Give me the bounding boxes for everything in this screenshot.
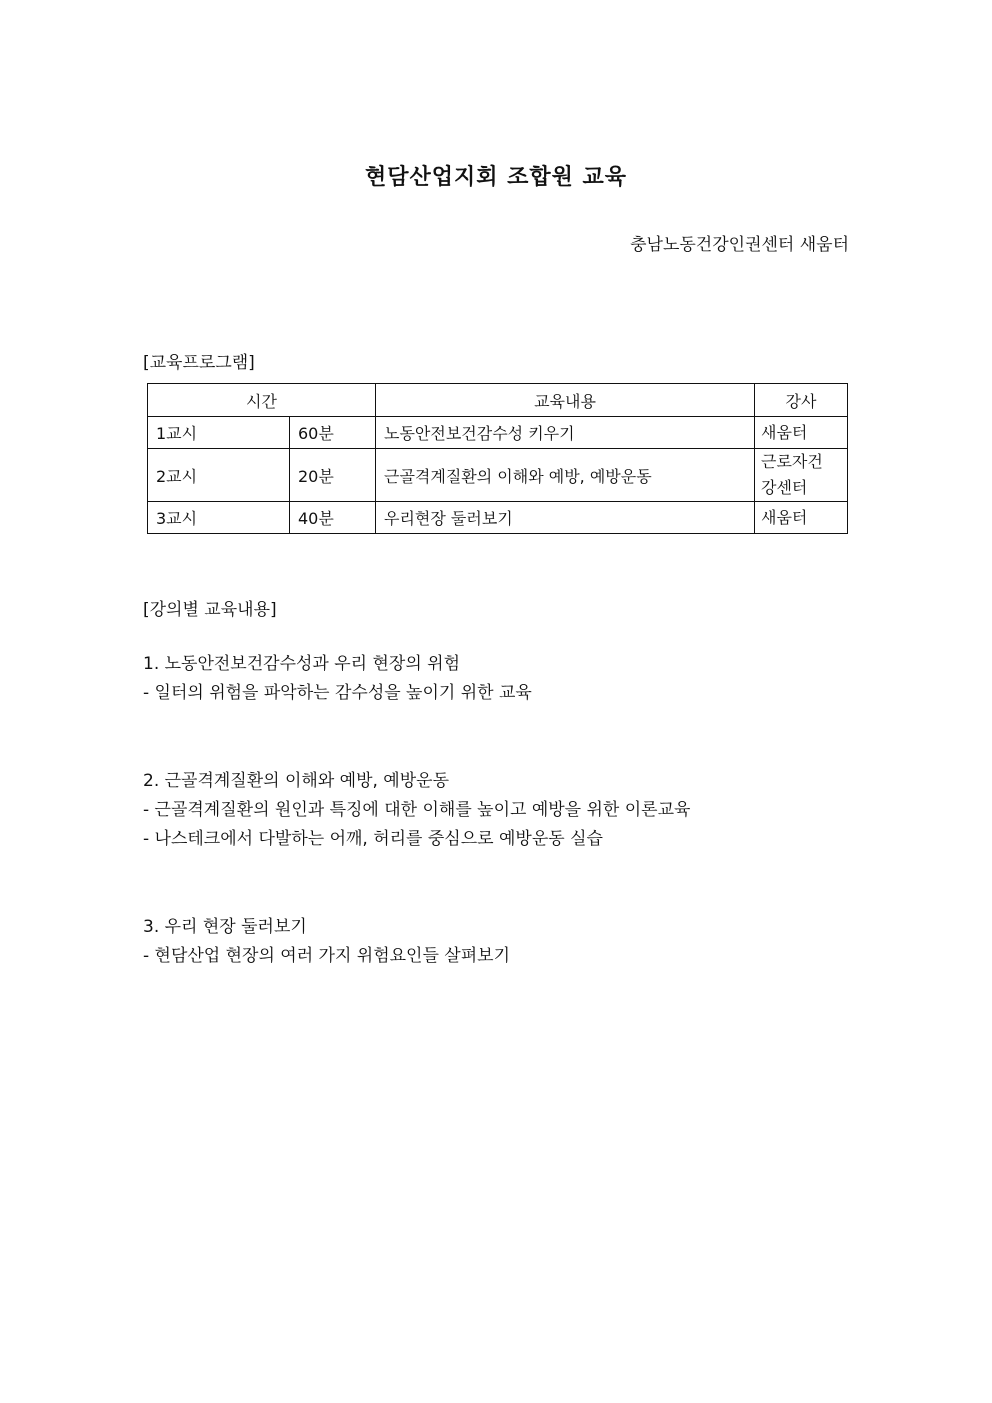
- lecture-item: [143, 913, 510, 971]
- program-section-label: [교육프로그램]: [143, 353, 255, 373]
- content-cell: 우리현장 둘러보기: [376, 502, 755, 534]
- header-instructor: 강사: [755, 384, 848, 417]
- instructor-cell: 새움터: [755, 502, 848, 534]
- instructor-cell: [755, 449, 848, 502]
- lecture-point: - 나스테크에서 다발하는 어깨, 허리를 중심으로 예방운동 실습: [143, 829, 603, 849]
- content-cell: 노동안전보건감수성 키우기: [376, 417, 755, 449]
- document-author: 충남노동건강인권센터 새움터: [630, 235, 849, 255]
- table-row: [148, 449, 848, 502]
- program-table: [147, 383, 848, 534]
- document-title: 현담산업지회 조합원 교육: [364, 164, 628, 190]
- instructor-line: 강센터: [761, 478, 808, 497]
- content-cell: 근골격계질환의 이해와 예방, 예방운동: [376, 449, 755, 502]
- lecture-heading: 2. 근골격계질환의 이해와 예방, 예방운동: [143, 771, 449, 791]
- lecture-heading: 1. 노동안전보건감수성과 우리 현장의 위험: [143, 654, 461, 674]
- lecture-heading: 3. 우리 현장 둘러보기: [143, 917, 307, 937]
- lecture-point: - 현담산업 현장의 여러 가지 위험요인들 살펴보기: [143, 946, 510, 966]
- header-content: 교육내용: [376, 384, 755, 417]
- duration-cell: 40분: [290, 502, 376, 534]
- lecture-point: - 근골격계질환의 원인과 특징에 대한 이해를 높이고 예방을 위한 이론교육: [143, 800, 691, 820]
- table-row: [148, 502, 848, 534]
- lecture-item: [143, 767, 690, 854]
- session-cell: 3교시: [148, 502, 290, 534]
- header-time: 시간: [148, 384, 376, 417]
- duration-cell: 60분: [290, 417, 376, 449]
- lecture-item: [143, 650, 532, 708]
- lecture-section-label: [강의별 교육내용]: [143, 600, 277, 620]
- lecture-point: - 일터의 위험을 파악하는 감수성을 높이기 위한 교육: [143, 683, 532, 703]
- session-cell: 1교시: [148, 417, 290, 449]
- duration-cell: 20분: [290, 449, 376, 502]
- session-cell: 2교시: [148, 449, 290, 502]
- instructor-line: 근로자건: [761, 452, 823, 471]
- table-header-row: [148, 384, 848, 417]
- table-row: [148, 417, 848, 449]
- instructor-cell: 새움터: [755, 417, 848, 449]
